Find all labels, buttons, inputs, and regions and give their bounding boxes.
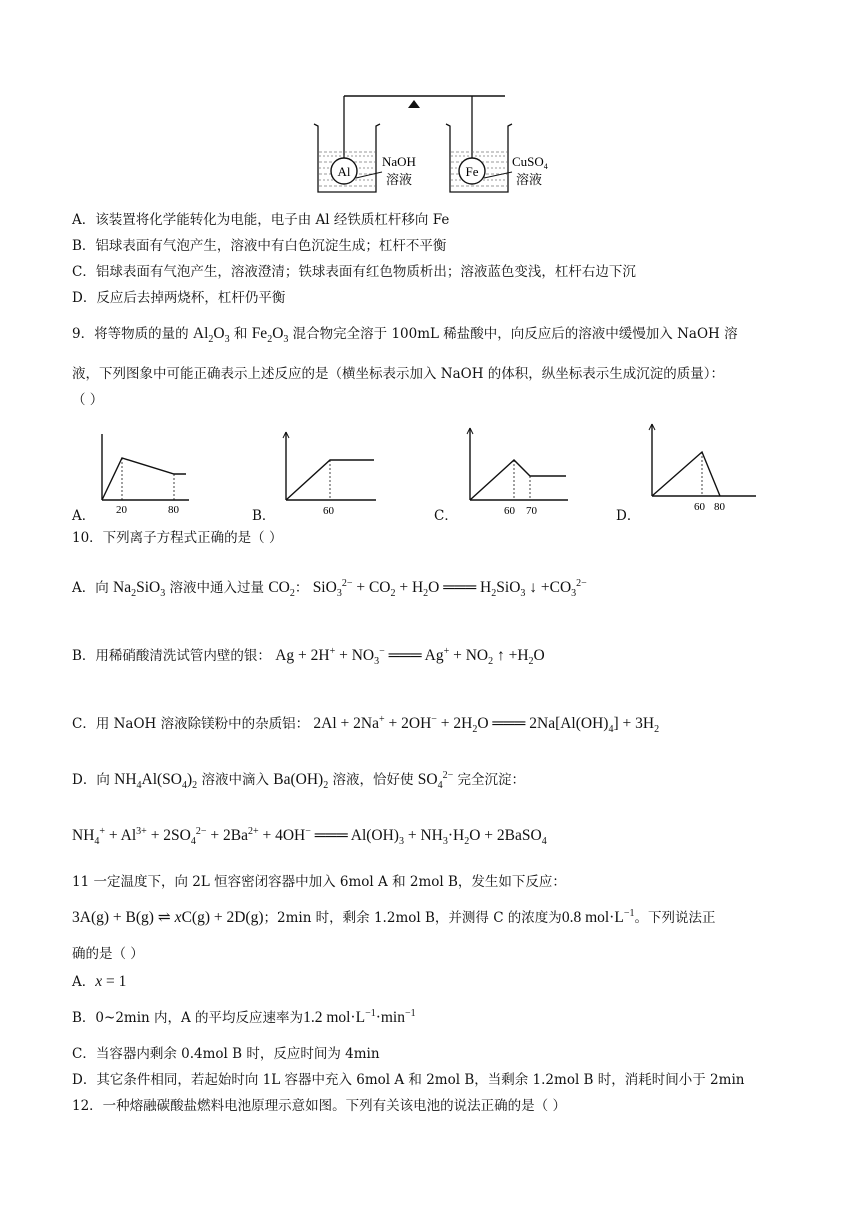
q11-option-a: A．x = 1 (72, 973, 127, 990)
q12-stem: 12．一种熔融碳酸盐燃料电池原理示意如图。下列有关该电池的说法正确的是（ ） (72, 1098, 566, 1114)
graph-a-tick-80: 80 (168, 504, 179, 516)
q9-graph-b (278, 428, 378, 520)
q10-option-d: D．向 $NH_4Al(SO_4)_2$ 溶液中滴入 $Ba(OH)_2$ 溶液，恰好使 $SO_4^{2-}$ 完全沉淀： (72, 769, 526, 792)
graph-b-tick-60: 60 (323, 505, 334, 517)
naoh-label: NaOH (382, 154, 416, 169)
q11-stem-line1: 11 一定温度下，向 2L 恒容密闭容器中加入 6mol A 和 2mol B，发生如下反应： (72, 874, 566, 890)
q9-graph-b-label: B． (252, 508, 276, 524)
q9-graph-a-label: A． (72, 508, 96, 524)
q10-option-c: C．用 NaOH 溶液除镁粉中的杂质铝： $2Al + 2Na^+ + 2OH^- + 2H_2O$ ═══ $2Na[Al(OH)_4] + 3H_2$ (72, 713, 660, 736)
q9-stem-line1: 9．将等物质的量的 $Al_2O_3$ 和 $Fe_2O_3$ 混合物完全溶于 100mL 稀盐酸中，向反应后的溶液中缓慢加入 NaOH 溶 (72, 325, 738, 346)
graph-d-tick-60: 60 (694, 501, 705, 513)
q9-graph-c-label: C． (434, 508, 458, 524)
q9-graph-d (644, 420, 760, 518)
q9-graph-d-label: D． (616, 508, 641, 524)
q10-option-a: A．向 $Na_2SiO_3$ 溶液中通入过量 $CO_2$： $SiO_3^{2-} + CO_2 + H_2O$ ═══ $H_2SiO_3$ ↓ $+CO_3^{2-}$ (72, 577, 587, 600)
cuso4-solution-label: 溶液 (516, 172, 543, 187)
q11-option-b: B．0~2min 内，A 的平均反应速率为1.2 $mol\cdot L^{-1}\cdot\min^{-1}$ (72, 1007, 416, 1026)
q11-stem-line3: 确的是（ ） (72, 946, 144, 962)
q8-option-d: D．反应后去掉两烧杯，杠杆仍平衡 (72, 290, 286, 306)
q9-graph-c (462, 424, 572, 520)
graph-c-tick-60: 60 (504, 505, 515, 517)
q9-graph-a (94, 430, 194, 520)
graph-a-tick-20: 20 (116, 504, 127, 516)
lever-beaker-apparatus (300, 92, 570, 202)
q10-option-b: B．用稀硝酸清洗试管内壁的银： $Ag + 2H^+ + NO_3^-$ ═══ $Ag^+ + NO_2$ ↑ $+H_2O$ (72, 645, 545, 668)
cuso4-label: CuSO$_4$ (512, 154, 548, 171)
q10-option-d-equation: $NH_4^+ + Al^{3+} + 2SO_4^{2-} + 2Ba^{2+} + 4OH^-$ ═══ $Al(OH)_3 + NH_3\cdot H_2O$ + 2BaSO$_4$ (72, 825, 547, 848)
fe-ball-label: Fe (465, 164, 479, 179)
al-ball-label: Al (337, 164, 351, 179)
graph-c-tick-70: 70 (526, 505, 537, 517)
graph-d-tick-80: 80 (714, 501, 725, 513)
naoh-solution-label: 溶液 (386, 172, 413, 187)
q8-option-b: B．铝球表面有气泡产生，溶液中有白色沉淀生成；杠杆不平衡 (72, 238, 447, 254)
q11-option-d: D．其它条件相同，若起始时向 1L 容器中充入 6mol A 和 2mol B，当剩余 1.2mol B 时，消耗时间小于 2min (72, 1072, 745, 1088)
q9-stem-line3: （ ） (72, 392, 104, 408)
q11-option-c: C．当容器内剩余 0.4mol B 时，反应时间为 4min (72, 1046, 380, 1062)
q9-stem-line2: 液，下列图象中可能正确表示上述反应的是（横坐标表示加入 NaOH 的体积，纵坐标表示生成沉淀的质量）： (72, 366, 725, 382)
q8-option-a: A．该装置将化学能转化为电能，电子由 Al 经铁质杠杆移向 Fe (72, 212, 450, 228)
q11-stem-line2: 3A(g) + B(g) ⇌ xC(g) + 2D(g)；2min 时，剩余 1.2mol B，并测得 C 的浓度为0.8 $mol\cdot L^{-1}$。下列说法正 (72, 907, 716, 926)
q8-option-c: C．铝球表面有气泡产生，溶液澄清；铁球表面有红色物质析出；溶液蓝色变浅，杠杆右边下沉 (72, 264, 636, 280)
q10-stem: 10．下列离子方程式正确的是（ ） (72, 530, 283, 546)
